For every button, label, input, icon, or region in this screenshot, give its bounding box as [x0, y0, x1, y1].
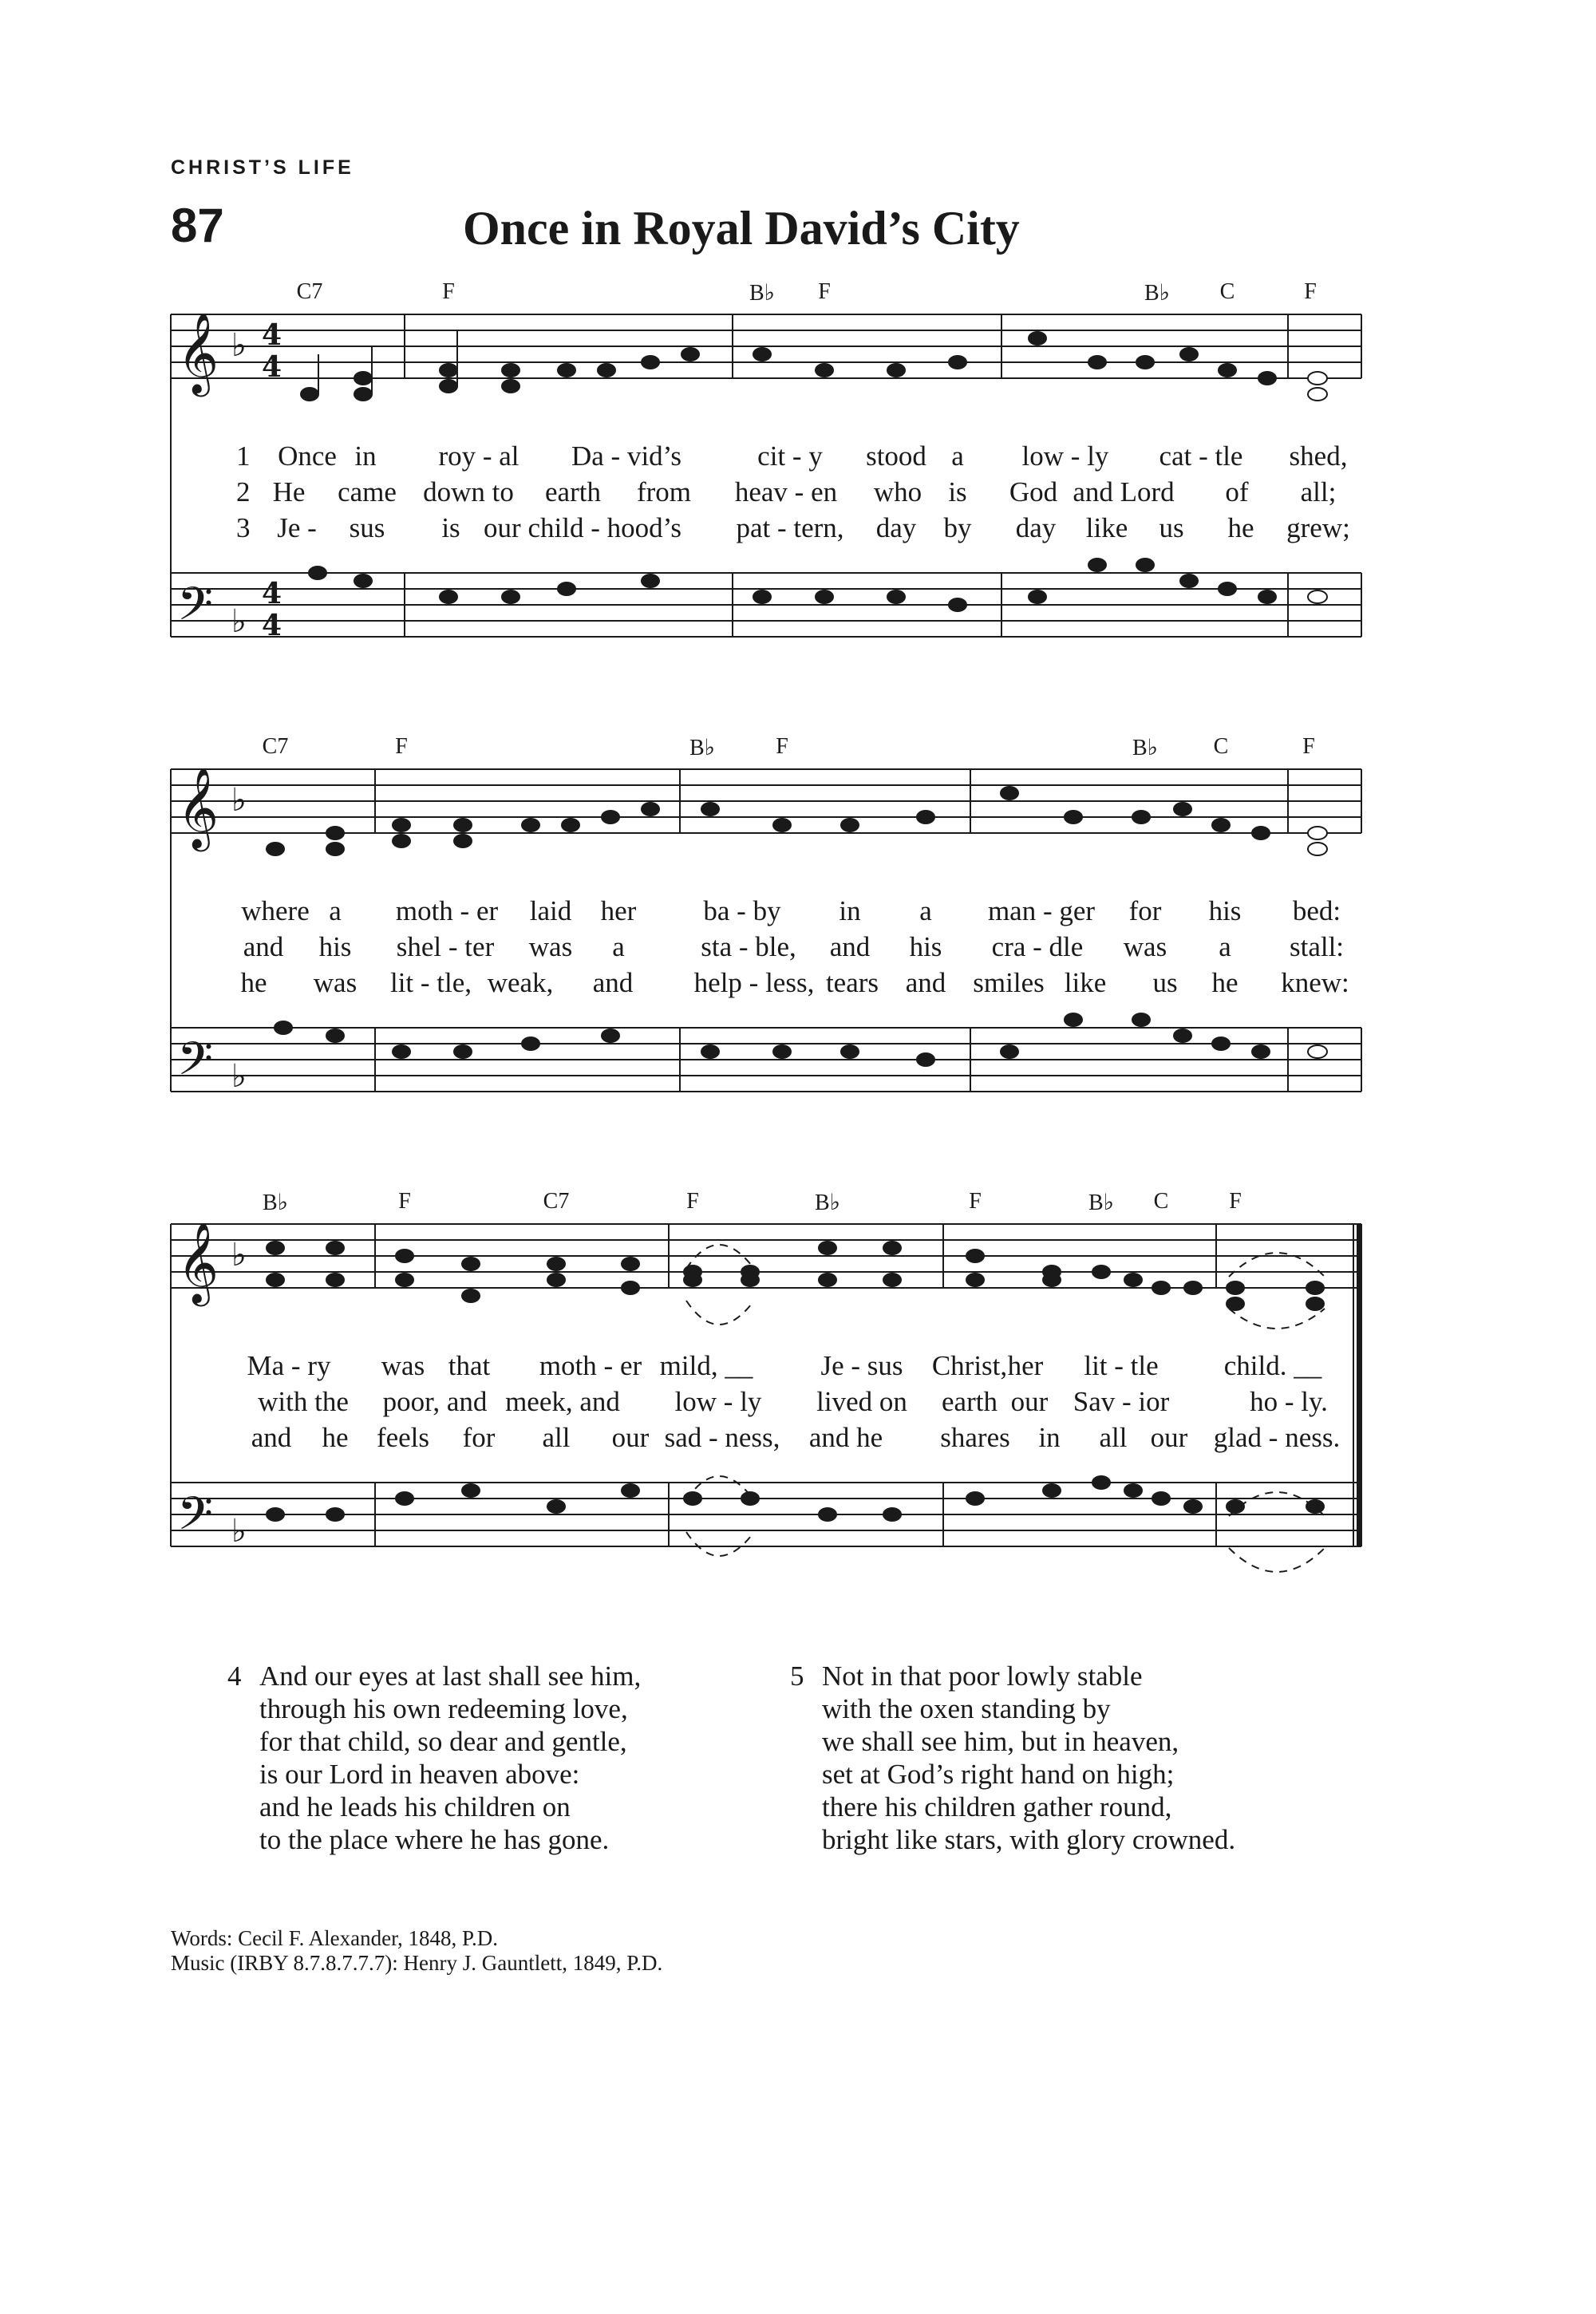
verse-3-line — [0, 512, 1596, 547]
chord-symbol: B♭ — [689, 736, 715, 760]
lyric-syllable: and — [251, 1422, 292, 1453]
chord-symbol: B♭ — [1088, 1191, 1114, 1215]
verse-3-line — [0, 1422, 1596, 1457]
stanza-line: Not in that poor lowly stable — [822, 1660, 1143, 1692]
lyric-syllable: where — [241, 895, 310, 926]
stanza-4 — [227, 1660, 641, 1856]
lyric-syllable: our — [611, 1422, 650, 1453]
lyric-syllable: sus — [349, 512, 385, 543]
chord-symbol: F — [818, 279, 831, 304]
lyric-syllable: day — [1015, 512, 1057, 543]
svg-text:4: 4 — [262, 609, 282, 642]
chord-symbol: F — [686, 1189, 699, 1214]
lyric-syllable: low - ly — [1021, 440, 1109, 472]
lyric-syllable: who — [873, 476, 922, 507]
lyric-syllable: bed: — [1292, 895, 1341, 926]
svg-text:♭: ♭ — [231, 1058, 247, 1094]
lyric-syllable: is — [948, 476, 967, 507]
chord-symbol: F — [1302, 734, 1315, 759]
lyric-syllable: man - ger — [987, 895, 1096, 926]
lyric-syllable: a — [919, 895, 932, 926]
lyric-syllable: tears — [825, 967, 879, 998]
lyric-syllable: all; — [1300, 476, 1337, 507]
stanza-line: is our Lord in heaven above: — [259, 1759, 580, 1790]
lyric-syllable: Christ, — [931, 1350, 1008, 1381]
music-credit: Music (IRBY 8.7.8.7.7.7): Henry J. Gauntlett, 1849, P.D. — [171, 1951, 663, 1975]
lyric-syllable: in — [1038, 1422, 1061, 1453]
lyric-syllable: her — [600, 895, 637, 926]
svg-text:𝄢: 𝄢 — [177, 1032, 214, 1097]
stanza-5 — [790, 1660, 1235, 1856]
svg-text:4: 4 — [262, 318, 282, 352]
lyric-syllable: and — [905, 967, 946, 998]
chord-symbol: B♭ — [749, 281, 775, 306]
lyric-syllable: us — [1159, 512, 1184, 543]
stanza-line: and he leads his children on — [259, 1791, 571, 1822]
lyric-syllable: he — [240, 967, 267, 998]
lyric-syllable: us — [1152, 967, 1178, 998]
lyric-syllable: a — [612, 931, 625, 962]
lyric-syllable: lit - tle, — [389, 967, 472, 998]
music-system-3 — [0, 1181, 1596, 1628]
lyric-syllable: sta - ble, — [701, 931, 796, 962]
lyric-syllable: Once — [278, 440, 337, 472]
lyric-syllable: Je - — [277, 512, 317, 543]
stanza-line: to the place where he has gone. — [259, 1824, 610, 1855]
svg-text:♭: ♭ — [231, 782, 247, 818]
svg-text:𝄞: 𝄞 — [177, 311, 219, 393]
music-system-2 — [0, 726, 1596, 1173]
lyric-syllable: like — [1085, 512, 1128, 543]
lyric-syllable: heav - en — [734, 476, 838, 507]
lyric-syllable: poor, and — [382, 1386, 488, 1417]
chord-symbol: C7 — [262, 734, 289, 759]
chord-symbol: F — [1304, 279, 1317, 304]
hymn-number: 87 — [171, 199, 224, 252]
lyric-syllable: was — [1123, 931, 1167, 962]
stanza-line: And our eyes at last shall see him, — [259, 1660, 642, 1692]
lyric-syllable: our — [1010, 1386, 1049, 1417]
lyric-syllable: roy - al — [438, 440, 519, 472]
svg-text:𝄞: 𝄞 — [177, 1221, 219, 1303]
lyric-syllable: and — [592, 967, 634, 998]
chord-symbol: F — [442, 279, 455, 304]
lyric-syllable: Ma - ry — [247, 1350, 331, 1381]
chord-symbol: F — [969, 1189, 982, 1214]
lyric-syllable: is — [441, 512, 460, 543]
lyric-syllable: our — [1150, 1422, 1188, 1453]
lyric-syllable: Da - vid’s — [571, 440, 682, 472]
lyric-syllable: his — [909, 931, 942, 962]
lyric-syllable: and — [243, 931, 284, 962]
lyric-syllable: he — [1227, 512, 1254, 543]
lyric-syllable: he — [1211, 967, 1238, 998]
lyric-syllable: day — [875, 512, 917, 543]
lyric-syllable: like — [1064, 967, 1107, 998]
lyric-syllable: was — [381, 1350, 425, 1381]
lyric-syllable: glad - ness. — [1213, 1422, 1341, 1453]
svg-text:4: 4 — [262, 350, 282, 384]
lyric-syllable: ba - by — [703, 895, 781, 926]
chord-symbol: C — [1213, 734, 1229, 759]
chord-symbol: B♭ — [1132, 736, 1158, 760]
lyric-syllable: of — [1225, 476, 1249, 507]
music-system-1 — [0, 271, 1596, 718]
verse-1-line — [0, 440, 1596, 476]
lyric-syllable: God — [1009, 476, 1058, 507]
lyric-syllable: with the — [258, 1386, 349, 1417]
chord-symbol: C7 — [543, 1189, 570, 1214]
lyric-syllable: was — [528, 931, 573, 962]
verse-2-line — [0, 476, 1596, 511]
stanza-line: we shall see him, but in heaven, — [822, 1726, 1179, 1757]
lyric-syllable: his — [1208, 895, 1242, 926]
stanza-line: for that child, so dear and gentle, — [259, 1726, 627, 1757]
hymn-title: Once in Royal David’s City — [463, 202, 1020, 255]
lyric-syllable: help - less, — [693, 967, 815, 998]
credits — [171, 1926, 662, 1976]
chord-symbol: C7 — [296, 279, 323, 304]
lyric-syllable: lived on — [816, 1386, 907, 1417]
lyric-syllable: cit - y — [757, 440, 823, 472]
lyric-syllable: her — [1007, 1350, 1044, 1381]
lyric-syllable: sad - ness, — [664, 1422, 780, 1453]
lyric-syllable: smiles — [973, 967, 1045, 998]
verse-1-line — [0, 1350, 1596, 1385]
chord-symbol: C — [1219, 279, 1235, 304]
lyric-syllable: all — [542, 1422, 571, 1453]
lyric-syllable: low - ly — [674, 1386, 762, 1417]
lyric-syllable: pat - tern, — [736, 512, 844, 543]
lyric-syllable: feels — [376, 1422, 430, 1453]
svg-text:𝄢: 𝄢 — [177, 577, 214, 642]
section-heading: CHRIST’S LIFE — [171, 156, 354, 179]
lyric-syllable: cat - tle — [1159, 440, 1243, 472]
lyric-syllable: Je - sus — [820, 1350, 903, 1381]
lyric-syllable: grew; — [1286, 512, 1350, 543]
chord-symbol: F — [776, 734, 788, 759]
stanza-number: 4 — [227, 1660, 242, 1692]
svg-text:♭: ♭ — [231, 327, 247, 363]
svg-text:𝄞: 𝄞 — [177, 766, 219, 848]
lyric-syllable: shares — [940, 1422, 1010, 1453]
lyric-syllable: by — [943, 512, 972, 543]
lyric-syllable: his — [318, 931, 352, 962]
lyric-syllable: from — [636, 476, 692, 507]
lyric-syllable: down to — [423, 476, 514, 507]
lyric-syllable: stall: — [1289, 931, 1345, 962]
verse-number: 2 — [236, 476, 251, 507]
chord-symbol: F — [398, 1189, 411, 1214]
lyric-syllable: laid — [529, 895, 572, 926]
words-credit: Words: Cecil F. Alexander, 1848, P.D. — [171, 1926, 499, 1950]
lyric-syllable: Sav - ior — [1073, 1386, 1170, 1417]
lyric-syllable: shed, — [1289, 440, 1348, 472]
lyric-syllable: and — [829, 931, 871, 962]
lyric-syllable: our child - hood’s — [484, 512, 681, 543]
lyric-syllable: weak, — [487, 967, 554, 998]
lyric-syllable: in — [354, 440, 377, 472]
stanza-line: with the oxen standing by — [822, 1693, 1111, 1724]
lyric-syllable: and he — [808, 1422, 883, 1453]
lyric-syllable: he — [322, 1422, 349, 1453]
stanza-line: set at God’s right hand on high; — [822, 1759, 1175, 1790]
svg-text:4: 4 — [262, 577, 282, 610]
svg-text:♭: ♭ — [231, 1237, 247, 1273]
chord-symbol: B♭ — [1144, 281, 1170, 306]
verse-1-line — [0, 895, 1596, 930]
verse-number: 3 — [236, 512, 251, 543]
lyric-syllable: was — [313, 967, 358, 998]
lyric-syllable: for — [1128, 895, 1162, 926]
lyric-syllable: a — [329, 895, 342, 926]
stanza-line: through his own redeeming love, — [259, 1693, 628, 1724]
stanza-number: 5 — [790, 1660, 804, 1692]
chord-symbol: B♭ — [815, 1191, 840, 1215]
lyric-syllable: a — [1219, 931, 1231, 962]
verse-2-line — [0, 1386, 1596, 1421]
lyric-syllable: moth - er — [395, 895, 499, 926]
lyric-syllable: meek, and — [505, 1386, 620, 1417]
chord-symbol: C — [1153, 1189, 1169, 1214]
lyric-syllable: knew: — [1281, 967, 1349, 998]
stanza-line: there his children gather round, — [822, 1791, 1172, 1822]
lyric-syllable: and Lord — [1073, 476, 1175, 507]
lyric-syllable: earth — [545, 476, 601, 507]
svg-text:♭: ♭ — [231, 603, 247, 639]
svg-text:♭: ♭ — [231, 1513, 247, 1549]
chord-symbol: F — [395, 734, 408, 759]
lyric-syllable: mild, __ — [659, 1350, 753, 1381]
lyric-syllable: all — [1099, 1422, 1128, 1453]
chord-symbol: F — [1229, 1189, 1242, 1214]
lyric-syllable: came — [338, 476, 397, 507]
stanza-line: bright like stars, with glory crowned. — [822, 1824, 1236, 1855]
verse-number: 1 — [236, 440, 251, 472]
lyric-syllable: lit - tle — [1084, 1350, 1159, 1381]
lyric-syllable: He — [272, 476, 306, 507]
verse-2-line — [0, 931, 1596, 966]
verse-3-line — [0, 967, 1596, 1002]
lyric-syllable: ho - ly. — [1250, 1386, 1328, 1417]
lyric-syllable: shel - ter — [396, 931, 495, 962]
svg-text:𝄢: 𝄢 — [177, 1487, 214, 1552]
lyric-syllable: a — [951, 440, 964, 472]
lyric-syllable: child. __ — [1223, 1350, 1322, 1381]
lyric-syllable: for — [462, 1422, 496, 1453]
lyric-syllable: cra - dle — [991, 931, 1084, 962]
chord-symbol: B♭ — [263, 1191, 288, 1215]
lyric-syllable: stood — [866, 440, 926, 472]
lyric-syllable: in — [839, 895, 861, 926]
lyric-syllable: moth - er — [539, 1350, 642, 1381]
lyric-syllable: earth — [942, 1386, 998, 1417]
lyric-syllable: that — [448, 1350, 491, 1381]
